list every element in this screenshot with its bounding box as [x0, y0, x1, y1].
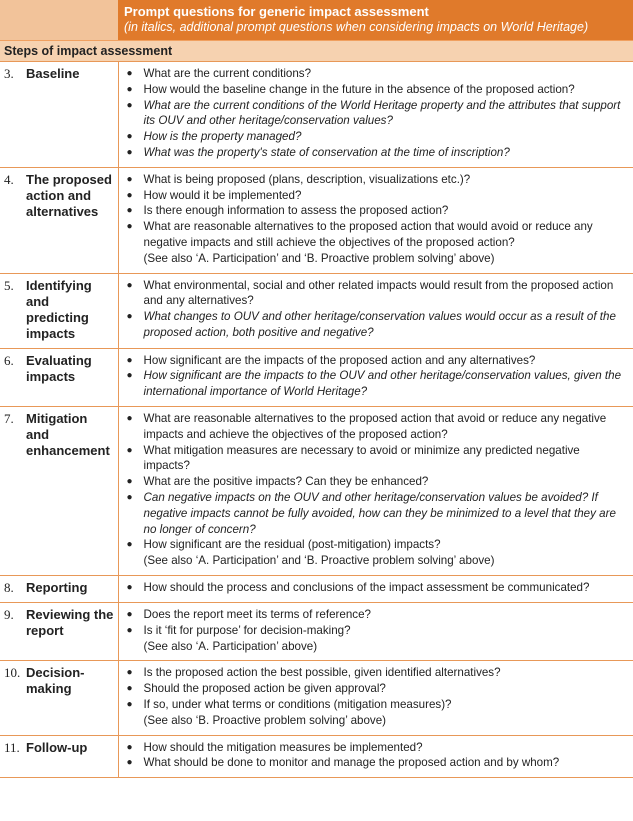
step-name: Decision-making [26, 665, 85, 697]
table-row [0, 348, 633, 406]
table-row [0, 602, 633, 660]
table-row [0, 661, 633, 735]
step-heading [4, 172, 114, 220]
bullet-icon: ● [126, 311, 133, 323]
question-item [125, 537, 628, 553]
questions-cell [118, 735, 633, 778]
step-number: 10. [4, 665, 21, 681]
step-heading [4, 607, 114, 639]
questions-cell [118, 167, 633, 273]
question-text: What changes to OUV and other heritage/conservation values would occur as a result of the proposed action, both positive and negative? [143, 310, 616, 339]
step-cell [0, 273, 118, 348]
question-list [125, 411, 628, 569]
bullet-icon: ● [126, 539, 133, 551]
step-cell [0, 167, 118, 273]
step-cell [0, 406, 118, 575]
question-item [125, 66, 628, 82]
bullet-icon: ● [126, 608, 133, 620]
question-text: How would it be implemented? [143, 188, 302, 202]
bullet-icon: ● [126, 667, 133, 679]
bullet-icon: ● [126, 698, 133, 710]
step-cell [0, 62, 118, 168]
question-list [125, 278, 628, 341]
question-list [125, 740, 628, 772]
questions-cell [118, 575, 633, 602]
question-item [125, 474, 628, 490]
questions-cell [118, 661, 633, 735]
table-row [0, 406, 633, 575]
step-heading [4, 740, 114, 756]
step-number: 5. [4, 277, 14, 293]
step-heading [4, 66, 114, 82]
bullet-icon: ● [126, 476, 133, 488]
step-cell [0, 735, 118, 778]
question-item [125, 278, 628, 310]
question-text: Can negative impacts on the OUV and other heritage/conservation values be avoided? If negative impacts cannot be fully avoided, how can they be minimized to a level that they are no longer of concern? [143, 490, 616, 536]
question-text: What is being proposed (plans, description, visualizations etc.)? [143, 172, 471, 186]
steps-label: Steps of impact assessment [0, 41, 633, 62]
question-text: Does the report meet its terms of reference? [143, 607, 371, 621]
question-list [125, 665, 628, 728]
questions-cell [118, 602, 633, 660]
questions-cell [118, 273, 633, 348]
bullet-icon: ● [126, 205, 133, 217]
step-number: 9. [4, 606, 14, 622]
step-cell [0, 661, 118, 735]
step-heading [4, 580, 114, 596]
question-text: What are the current conditions of the World Heritage property and the attributes that support its OUV and other heritage/conservation values? [143, 98, 621, 128]
question-text: (See also ‘B. Proactive problem solving’ above) [143, 713, 387, 727]
question-text: What mitigation measures are necessary to avoid or minimize any predicted negative impacts? [143, 443, 580, 473]
table-header-row [0, 0, 633, 41]
question-item [125, 203, 628, 219]
bullet-icon: ● [126, 146, 133, 158]
question-list [125, 172, 628, 267]
questions-cell [118, 348, 633, 406]
question-item [125, 755, 628, 771]
question-item [125, 353, 628, 369]
table-row [0, 273, 633, 348]
bullet-icon: ● [126, 131, 133, 143]
bullet-icon: ● [126, 741, 133, 753]
bullet-icon: ● [126, 221, 133, 233]
question-text: What are the positive impacts? Can they be enhanced? [143, 475, 429, 489]
steps-row [0, 41, 633, 62]
table-row [0, 167, 633, 273]
step-name: Identifying and predicting impacts [26, 277, 92, 341]
bullet-icon: ● [126, 444, 133, 456]
step-name: Reporting [26, 579, 88, 595]
step-name: Baseline [26, 66, 80, 81]
question-text: How should the process and conclusions of the impact assessment be communicated? [143, 580, 590, 594]
see-also-note [125, 713, 628, 729]
question-item [125, 219, 628, 251]
step-number: 8. [4, 579, 14, 595]
question-text: What environmental, social and other related impacts would result from the proposed action and any alternatives? [143, 278, 614, 308]
question-item [125, 580, 628, 596]
question-item [125, 368, 628, 400]
bullet-icon: ● [126, 173, 133, 185]
bullet-icon: ● [126, 189, 133, 201]
bullet-icon: ● [126, 68, 133, 79]
question-text: What are the current conditions? [143, 67, 312, 80]
bullet-icon: ● [126, 624, 133, 636]
question-text: How is the property managed? [143, 130, 302, 144]
questions-cell [118, 62, 633, 168]
question-list [125, 353, 628, 400]
question-item [125, 740, 628, 756]
step-name: Follow-up [26, 739, 88, 755]
step-number: 4. [4, 171, 14, 187]
question-item [125, 681, 628, 697]
bullet-icon: ● [126, 354, 133, 366]
table-row [0, 735, 633, 778]
step-name: Mitigation and enhancement [26, 410, 110, 458]
header-cell [118, 0, 633, 41]
step-name: Reviewing the report [26, 606, 114, 638]
question-list [125, 607, 628, 654]
step-cell [0, 602, 118, 660]
question-text: What are reasonable alternatives to the proposed action that avoid or reduce any negative impacts and achieve the objectives of the proposed action? [143, 411, 607, 441]
step-heading [4, 278, 114, 342]
step-heading [4, 353, 114, 385]
step-name: Evaluating impacts [26, 352, 92, 384]
bullet-icon: ● [126, 279, 133, 291]
question-text: How would the baseline change in the future in the absence of the proposed action? [143, 82, 575, 96]
see-also-note [125, 639, 628, 655]
step-cell [0, 348, 118, 406]
question-item [125, 172, 628, 188]
bullet-icon: ● [126, 491, 133, 503]
bullet-icon: ● [126, 581, 133, 593]
question-list [125, 580, 628, 596]
question-text: How significant are the impacts to the OUV and other heritage/conservation values, given the international importance of World Heritage? [143, 369, 622, 399]
question-item [125, 309, 628, 341]
question-item [125, 145, 628, 161]
question-item [125, 82, 628, 98]
bullet-icon: ● [126, 412, 133, 424]
step-name: The proposed action and alternatives [26, 171, 112, 219]
question-text: (See also ‘A. Participation’ and ‘B. Proactive problem solving’ above) [143, 554, 495, 568]
question-item [125, 490, 628, 537]
question-text: What was the property's state of conservation at the time of inscription? [143, 145, 510, 159]
question-text: What should be done to monitor and manage the proposed action and by whom? [143, 756, 560, 770]
question-text: If so, under what terms or conditions (mitigation measures)? [143, 697, 452, 711]
header-subtitle: (in italics, additional prompt questions when considering impacts on World Heritage) [124, 20, 589, 34]
question-item [125, 443, 628, 475]
question-item [125, 697, 628, 713]
step-cell [0, 575, 118, 602]
question-text: How significant are the residual (post-mitigation) impacts? [143, 538, 441, 552]
step-number: 3. [4, 66, 14, 81]
question-item [125, 607, 628, 623]
step-number: 6. [4, 352, 14, 368]
question-text: Is it ‘fit for purpose’ for decision-making? [143, 623, 351, 637]
question-item [125, 665, 628, 681]
question-text: How significant are the impacts of the proposed action and any alternatives? [143, 353, 536, 367]
question-text: Is there enough information to assess the proposed action? [143, 204, 449, 218]
question-item [125, 98, 628, 130]
question-item [125, 623, 628, 639]
bullet-icon: ● [126, 99, 133, 111]
header-title: Prompt questions for generic impact assessment [124, 4, 429, 19]
question-item [125, 129, 628, 145]
step-number: 11. [4, 739, 20, 755]
questions-cell [118, 406, 633, 575]
question-text: Should the proposed action be given approval? [143, 682, 386, 696]
see-also-note [125, 251, 628, 267]
bullet-icon: ● [126, 757, 133, 769]
step-heading [4, 411, 114, 459]
table-row [0, 575, 633, 602]
question-item [125, 411, 628, 443]
question-text: What are reasonable alternatives to the proposed action that would avoid or reduce any negative impacts and still achieve the objectives of the proposed action? [143, 220, 593, 249]
question-text: (See also ‘A. Participation’ above) [143, 639, 318, 653]
question-text: (See also ‘A. Participation’ and ‘B. Proactive problem solving’ above) [143, 251, 495, 265]
question-text: Is the proposed action the best possible, given identified alternatives? [143, 666, 501, 680]
question-item [125, 188, 628, 204]
step-number: 7. [4, 410, 14, 426]
bullet-icon: ● [126, 83, 133, 95]
header-blank-cell [0, 0, 118, 41]
bullet-icon: ● [126, 683, 133, 695]
step-heading [4, 665, 114, 697]
see-also-note [125, 553, 628, 569]
bullet-icon: ● [126, 370, 133, 382]
question-text: How should the mitigation measures be implemented? [143, 740, 423, 754]
question-list [125, 66, 628, 161]
table-row [0, 62, 633, 168]
